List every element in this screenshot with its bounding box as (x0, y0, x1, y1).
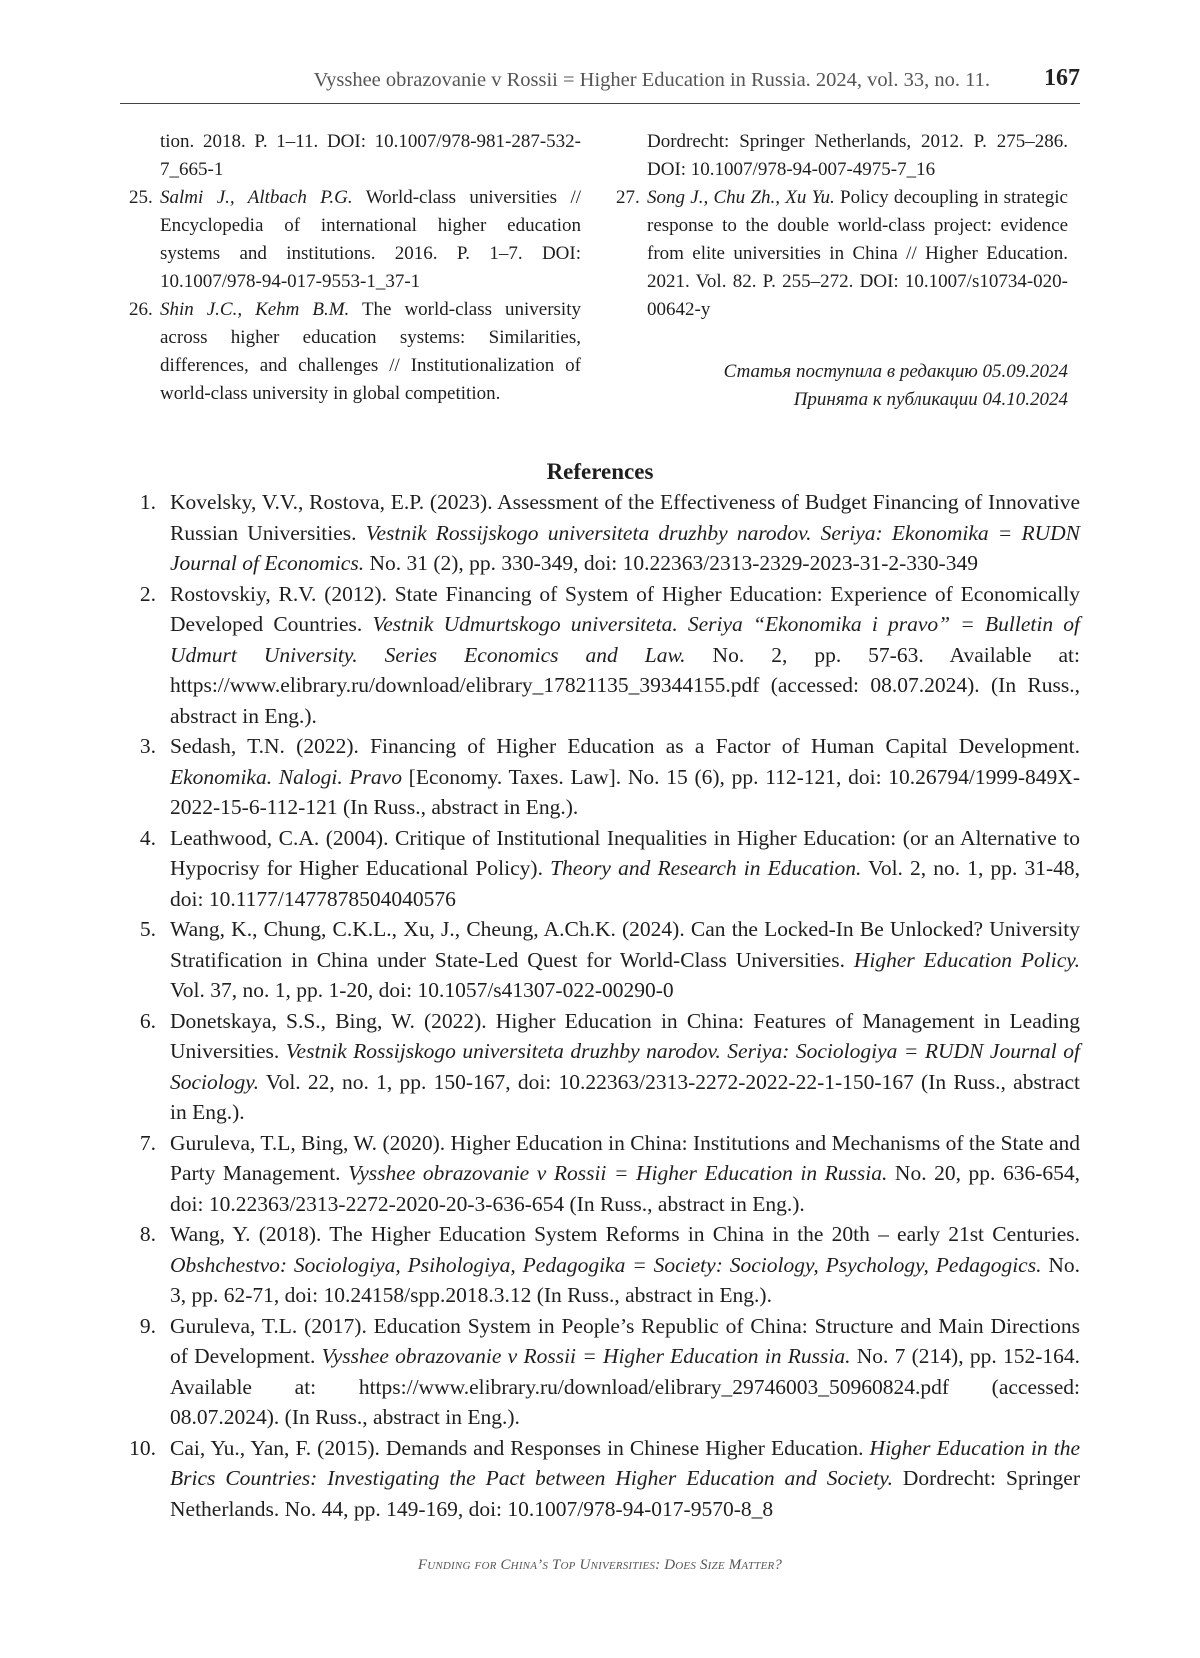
reference-entry (616, 184, 1068, 324)
running-header (120, 56, 1080, 104)
entry-authors: Shin J.C., Kehm B.M. (160, 299, 350, 320)
reference-source: Higher Education Policy. (853, 947, 1081, 972)
reference-item (120, 914, 1080, 1006)
reference-details: No. 3, pp. 62-71, doi: 10.24158/spp.2018.3.12 (In Russ., abstract in Eng.). (170, 1252, 1081, 1307)
reference-details: [Economy. Taxes. Law]. No. 15 (6), pp. 112-121, doi: 10.26794/1999-849X-2022-15-6-112-121 (In Russ., abstract in Eng.). (170, 764, 1080, 819)
reference-number: 10. (129, 1435, 156, 1460)
reference-source: Ekonomika. Nalogi. Pravo (170, 764, 402, 789)
received-date: Статья поступила в редакцию 05.09.2024 (723, 361, 1068, 382)
reference-text: Guruleva, T.L. (2017). Education System in People’s Republic of China: Structure and Main Directions of Development. (170, 1313, 1080, 1368)
reference-item (120, 1311, 1080, 1433)
reference-continuation: Dordrecht: Springer Netherlands, 2012. P. 275–286. DOI: 10.1007/978-94-007-4975-7_16 (647, 131, 1068, 180)
reference-details: Vol. 37, no. 1, pp. 1-20, doi: 10.1057/s41307-022-00290-0 (170, 978, 674, 1002)
entry-text: The world-class university across higher education systems: Similarities, differences, and challenges // Institutionalization of world-class university in global competition. (160, 299, 581, 404)
reference-details: No. 2, pp. 57-63. Available at: https://www.elibrary.ru/download/elibrary_17821135_39344155.pdf (accessed: 08.07.2024). (In Russ., abstract in Eng.). (170, 642, 1080, 728)
reference-details: No. 31 (2), pp. 330-349, doi: 10.22363/2313-2329-2023-31-2-330-349 (364, 551, 978, 575)
reference-continuation: tion. 2018. P. 1–11. DOI: 10.1007/978-981-287-532-7_665-1 (160, 131, 581, 180)
right-column (616, 128, 1068, 414)
reference-item (120, 731, 1080, 823)
reference-number: 3. (139, 734, 156, 758)
reference-details: Vol. 22, no. 1, pp. 150-167, doi: 10.22363/2313-2272-2022-22-1-150-167 (In Russ., abstract in Eng.). (170, 1069, 1080, 1124)
reference-details: Dordrecht: Springer Netherlands. No. 44, pp. 149-169, doi: 10.1007/978-94-017-9570-8_8 (170, 1466, 1080, 1521)
reference-text: Donetskaya, S.S., Bing, W. (2022). Higher Education in China: Features of Management in Leading Universities. (170, 1008, 1080, 1063)
reference-source: Vestnik Rossijskogo universiteta druzhby narodov. Seriya: Sociologiya = RUDN Journal of Sociology. (170, 1039, 1081, 1094)
left-column (129, 128, 581, 408)
reference-item (120, 1128, 1080, 1220)
reference-text: Guruleva, T.L, Bing, W. (2020). Higher Education in China: Institutions and Mechanisms of the State and Party Management. (170, 1130, 1080, 1185)
references-title: References (546, 459, 654, 484)
reference-details: Vol. 2, no. 1, pp. 31-48, doi: 10.1177/1477878504040576 (170, 856, 1081, 911)
reference-source: Obshchestvo: Sociologiya, Psihologiya, Pedagogika = Society: Sociology, Psychology, Pedagogics. (170, 1252, 1042, 1277)
reference-text: Kovelsky, V.V., Rostova, E.P. (2023). Assessment of the Effectiveness of Budget Financing of Innovative Russian Universities. (170, 490, 1080, 545)
reference-text: Cai, Yu., Yan, F. (2015). Demands and Responses in Chinese Higher Education. (170, 1435, 870, 1460)
entry-authors: Song J., Chu Zh., Xu Yu. (647, 187, 835, 208)
reference-item (120, 1219, 1080, 1311)
reference-item (120, 579, 1080, 732)
reference-source: Higher Education in the Brics Countries: Investigating the Pact between Higher Education and Society. (170, 1435, 1080, 1490)
reference-text: Wang, Y. (2018). The Higher Education System Reforms in China in the 20th – early 21st Centuries. (170, 1222, 1080, 1246)
entry-text: Policy decoupling in strategic response to the double world-class project: evidence from elite universities in China // Higher Education. 2021. Vol. 82. P. 255–272. DOI: 10.1007/s10734-020-00642-y (647, 187, 1068, 320)
reference-number: 6. (139, 1008, 156, 1033)
reference-source: Vysshee obrazovanie v Rossii = Higher Education in Russia. (321, 1344, 851, 1368)
reference-number: 4. (139, 825, 156, 850)
reference-entry (129, 296, 581, 408)
entry-authors: Salmi J., Altbach P.G. (160, 187, 353, 208)
reference-number: 8. (139, 1222, 156, 1246)
reference-source: Vestnik Rossijskogo universiteta druzhby narodov. Seriya: Ekonomika = RUDN Journal of Economics. (170, 520, 1080, 575)
entry-number: 25. (129, 187, 153, 208)
reference-text: Leathwood, C.A. (2004). Critique of Institutional Inequalities in Higher Education: (or an Alternative to Hypocrisy for Higher Educational Policy). (170, 825, 1080, 880)
reference-number: 1. (139, 490, 156, 514)
reference-item (120, 1006, 1080, 1128)
reference-source: Theory and Research in Education. (550, 856, 862, 880)
page-number: 167 (1044, 65, 1080, 91)
accepted-date: Принята к публикации 04.10.2024 (793, 389, 1068, 410)
reference-text: Wang, K., Chung, C.K.L., Xu, J., Cheung, A.Ch.K. (2024). Can the Locked-In Be Unlocked? University Stratification in China under State-Led Quest for World-Class Universities. (170, 917, 1080, 972)
reference-number: 2. (139, 581, 156, 606)
reference-text: Rostovskiy, R.V. (2012). State Financing of System of Higher Education: Experience of Economically Developed Countries. (170, 581, 1080, 636)
reference-number: 9. (139, 1313, 156, 1338)
reference-item (120, 487, 1080, 579)
submission-dates (616, 358, 1068, 414)
running-footer: Funding for China’s Top Universities: Does Size Matter? (417, 1557, 783, 1573)
reference-source: Vestnik Udmurtskogo universiteta. Seriya “Ekonomika i pravo” = Bulletin of Udmurt University. Series Economics and Law. (170, 612, 1080, 667)
reference-entry (129, 184, 581, 296)
reference-details: No. 20, pp. 636-654, doi: 10.22363/2313-2272-2020-20-3-636-654 (In Russ., abstract in Eng.). (170, 1161, 1080, 1216)
header-rule (120, 103, 1080, 104)
reference-details: No. 7 (214), pp. 152-164. Available at: https://www.elibrary.ru/download/elibrary_29746003_50960824.pdf (accessed: 08.07.2024). (In Russ., abstract in Eng.). (170, 1344, 1080, 1429)
references-list (120, 487, 1080, 1524)
reference-source: Vysshee obrazovanie v Rossii = Higher Education in Russia. (348, 1161, 888, 1185)
journal-title: Vysshee obrazovanie v Rossii = Higher Education in Russia. 2024, vol. 33, no. 11. (313, 69, 990, 91)
reference-number: 5. (139, 917, 156, 941)
reference-number: 7. (139, 1130, 156, 1155)
reference-text: Sedash, T.N. (2022). Financing of Higher Education as a Factor of Human Capital Development. (170, 734, 1080, 758)
reference-item (120, 823, 1080, 915)
entry-number: 27. (616, 187, 640, 208)
entry-text: World-class universities // Encyclopedia of international higher education systems and institutions. 2016. P. 1–7. DOI: 10.1007/978-94-017-9553-1_37-1 (160, 187, 581, 292)
entry-number: 26. (129, 299, 153, 320)
reference-item (120, 1433, 1080, 1525)
